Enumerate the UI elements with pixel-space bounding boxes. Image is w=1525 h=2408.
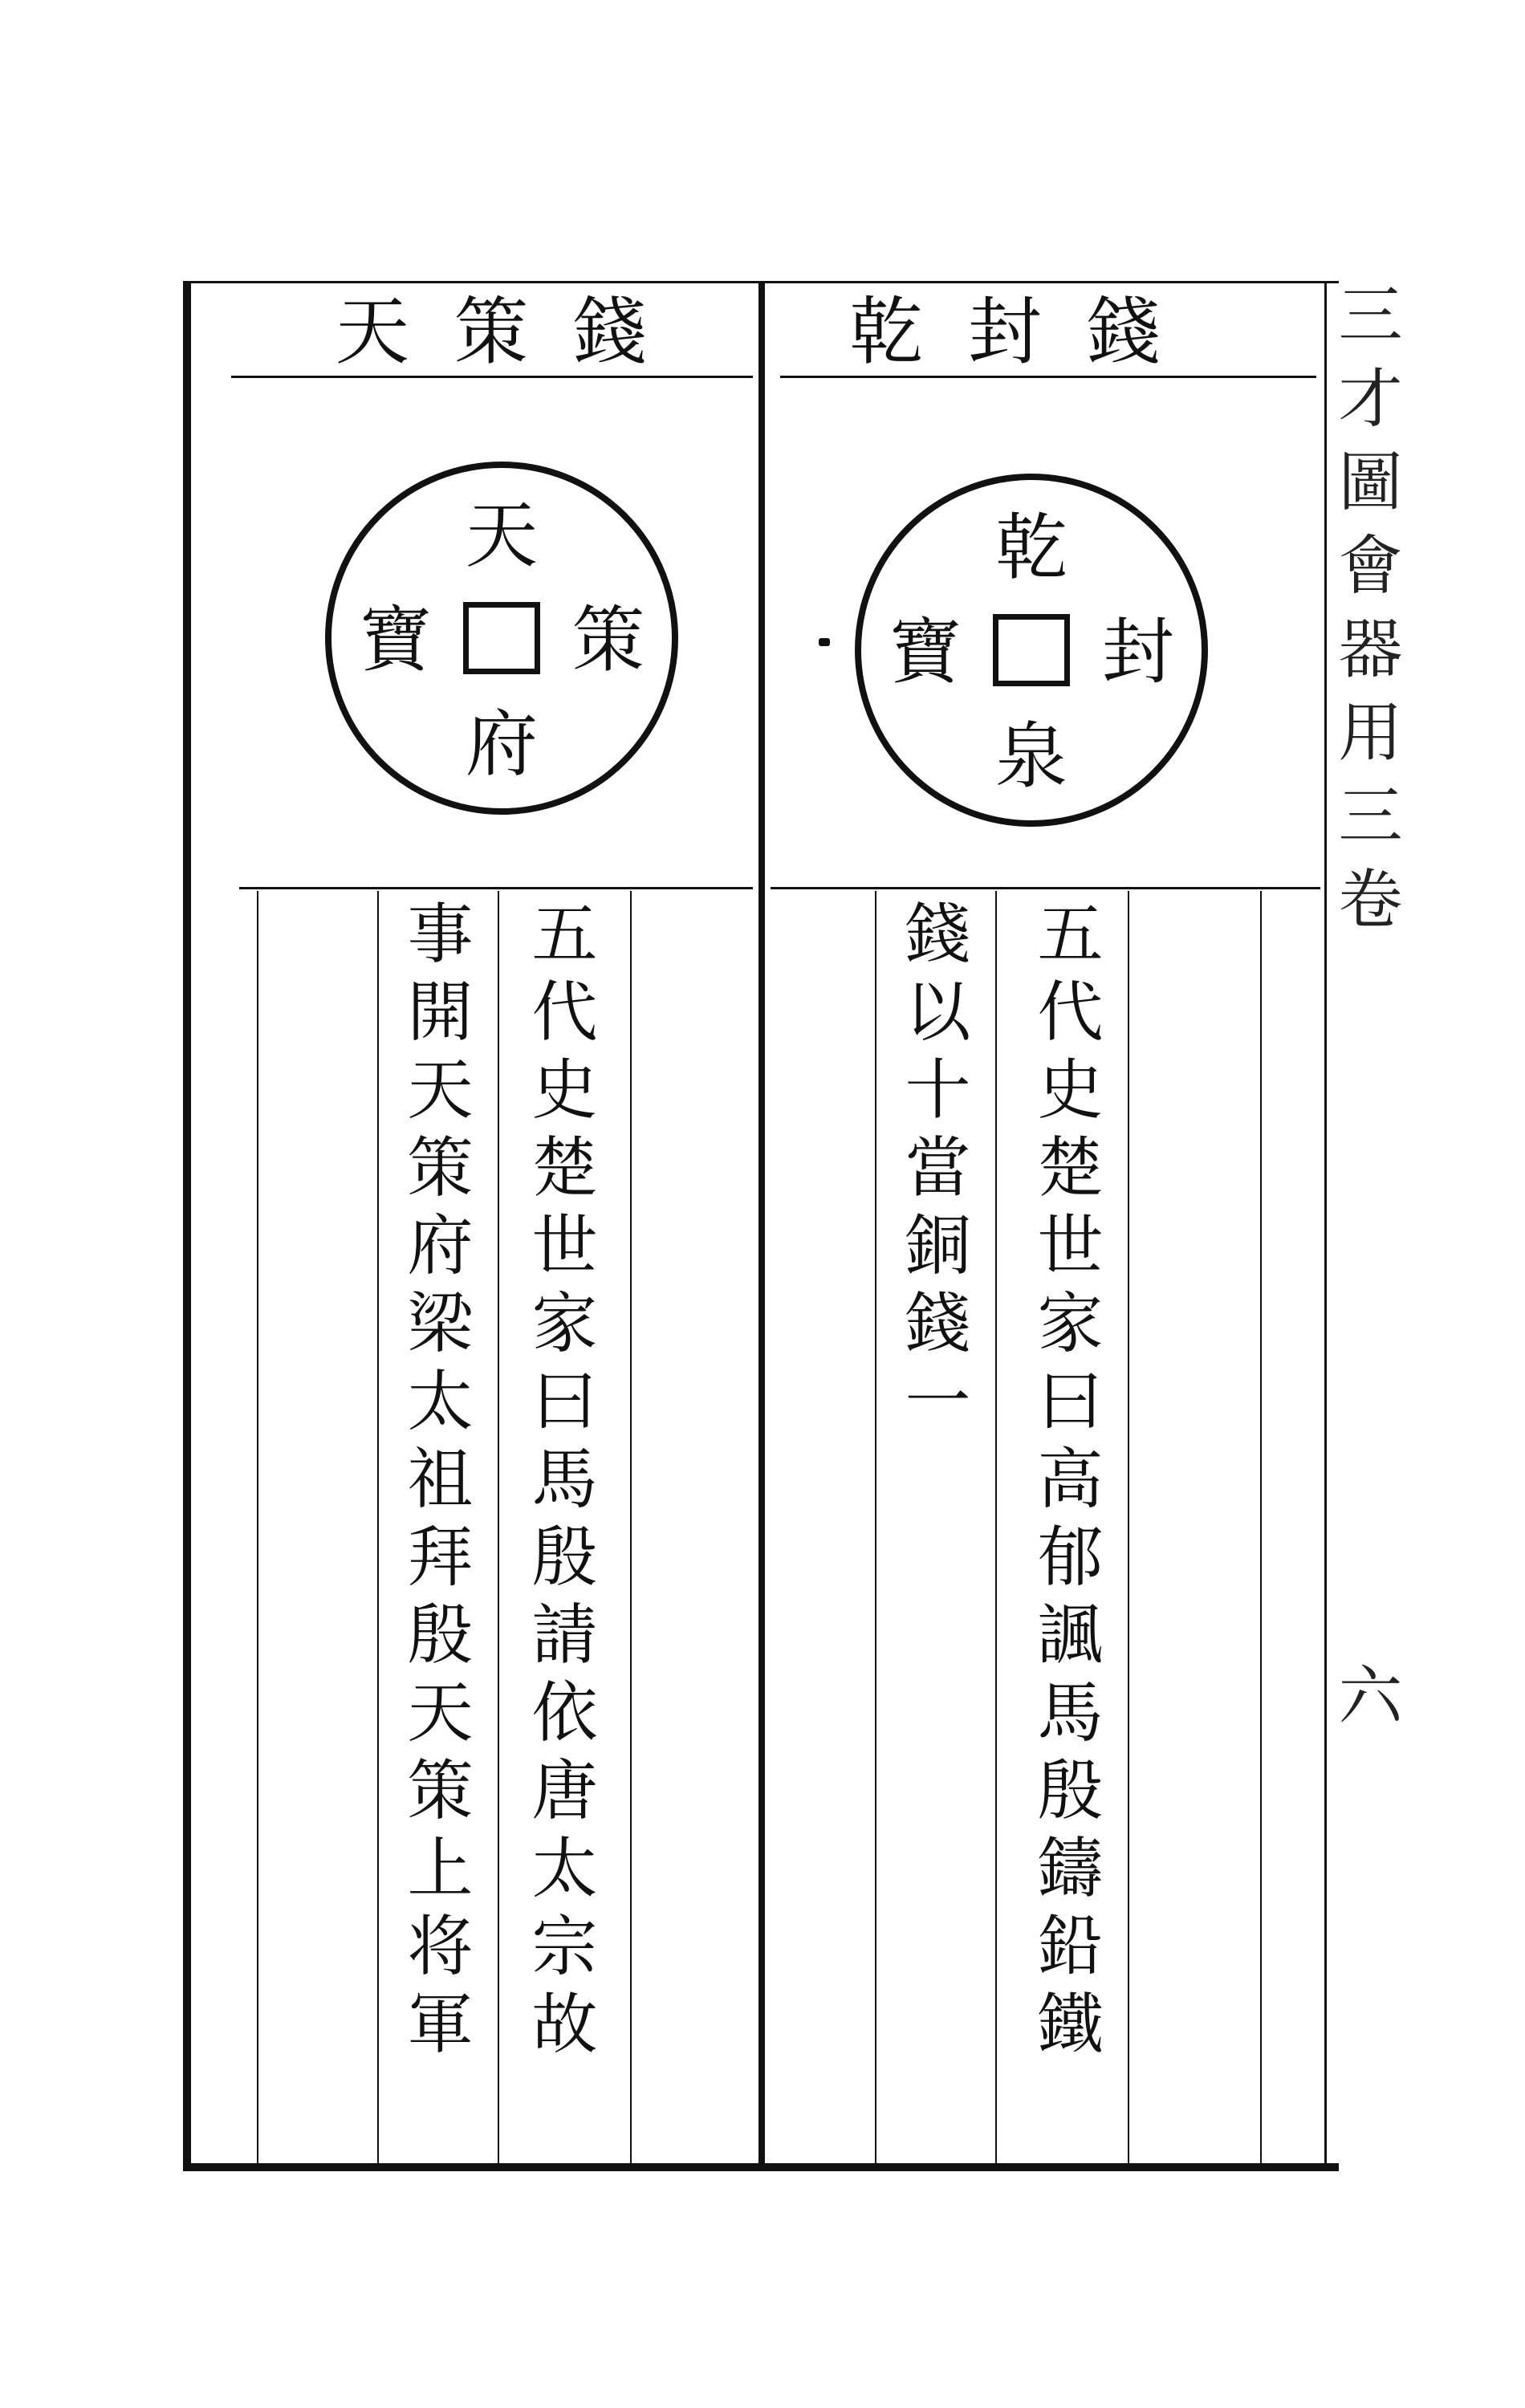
- text-column: 錢以十當銅錢一: [894, 899, 970, 1444]
- right-title: 乾封錢: [848, 289, 1206, 375]
- coin-char-bottom: 泉: [995, 714, 1068, 799]
- coin-square-hole: [993, 614, 1070, 686]
- column-rule: [1260, 891, 1262, 2167]
- column-rule: [377, 891, 379, 2167]
- column-rule: [630, 891, 632, 2167]
- panel-divider: [758, 281, 765, 2167]
- right-title-rule: [780, 376, 1316, 378]
- text-column: 五代史楚世家曰高郁諷馬殷鑄鉛鐵: [1027, 899, 1103, 2067]
- coin-char-top: 天: [466, 494, 538, 578]
- page-number: 六: [1328, 1662, 1402, 1745]
- left-section-rule: [239, 887, 753, 889]
- coin-square-hole: [463, 602, 540, 674]
- left-title: 天策錢: [335, 289, 692, 375]
- coin-char-bottom: 府: [466, 702, 538, 787]
- coin-char-left: 寶: [889, 610, 962, 694]
- side-margin-title: 三才圖會器用三卷: [1328, 281, 1402, 949]
- column-rule: [498, 891, 499, 2167]
- coin-char-right: 封: [1102, 610, 1174, 694]
- coin-char-top: 乾: [995, 506, 1068, 590]
- side-margin-strip: [1326, 273, 1402, 2183]
- right-coin: [855, 474, 1208, 827]
- column-rule: [257, 891, 258, 2167]
- text-column: 五代史楚世家曰馬殷請依唐太宗故: [521, 899, 597, 2067]
- coin-char-left: 寶: [360, 598, 432, 682]
- right-section-rule: [771, 887, 1320, 889]
- text-column: 事開天策府梁太祖拜殷天策上将軍: [396, 899, 473, 2067]
- punctuation-mark: [819, 638, 830, 646]
- column-rule: [995, 891, 997, 2167]
- left-title-rule: [231, 376, 753, 378]
- left-coin: [325, 462, 678, 815]
- coin-char-right: 策: [572, 598, 645, 682]
- column-rule: [1128, 891, 1129, 2167]
- column-rule: [875, 891, 876, 2167]
